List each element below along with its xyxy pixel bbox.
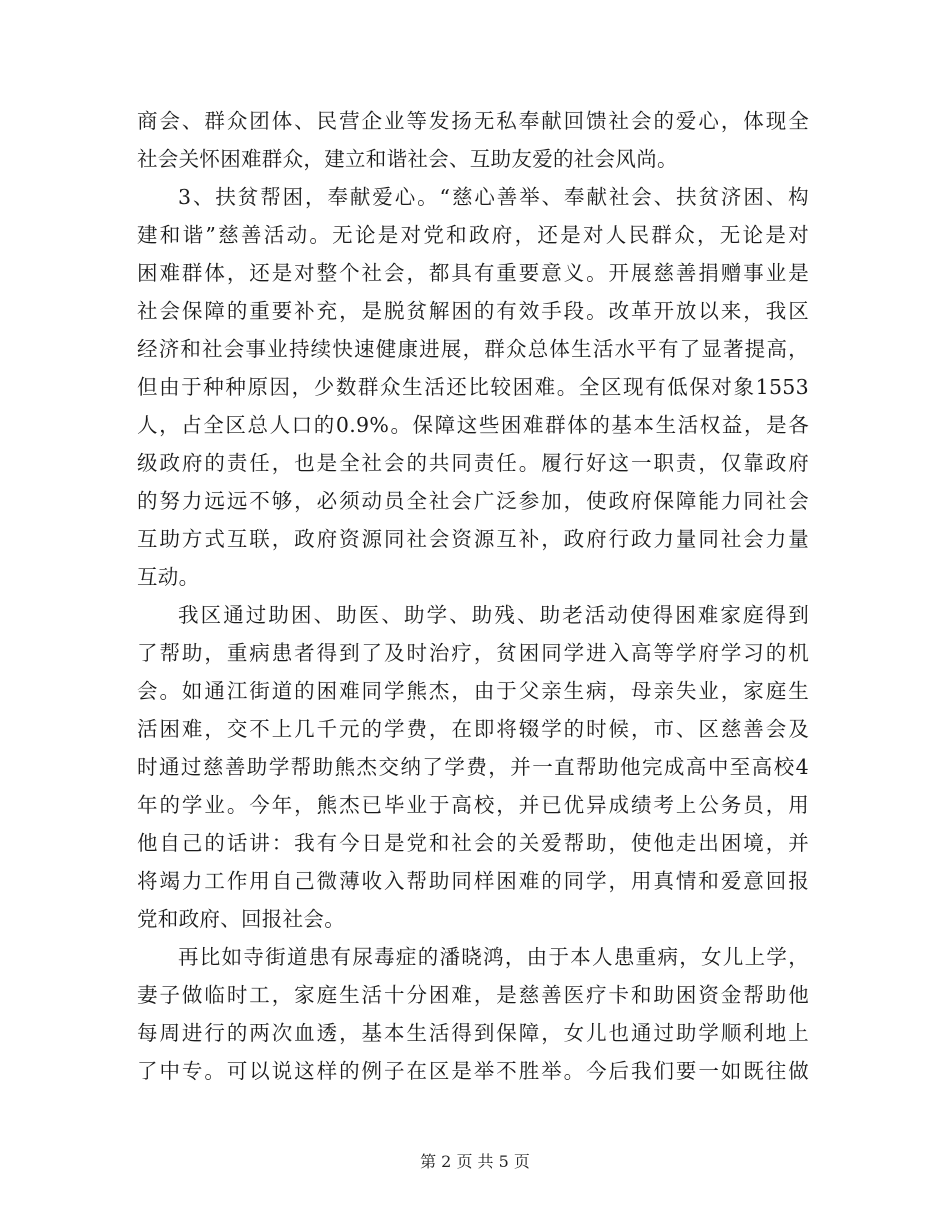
text-line: 会。如通江街道的困难同学熊杰，由于父亲生病，母亲失业，家庭生 bbox=[137, 679, 809, 703]
text-line: 人，占全区总人口的0.9%。保障这些困难群体的基本生活权益，是各 bbox=[137, 413, 809, 437]
text-line: 妻子做临时工，家庭生活十分困难，是慈善医疗卡和助困资金帮助他 bbox=[137, 983, 809, 1007]
text-line: 商会、群众团体、民营企业等发扬无私奉献回馈社会的爱心，体现全 bbox=[137, 109, 809, 133]
text-line: 再比如寺街道患有尿毒症的潘晓鸿，由于本人患重病，女儿上学， bbox=[178, 945, 809, 969]
text-line: 3、扶贫帮困，奉献爱心。“慈心善举、奉献社会、扶贫济困、构 bbox=[178, 185, 809, 209]
text-line: 经济和社会事业持续快速健康进展，群众总体生活水平有了显著提高， bbox=[137, 337, 809, 361]
text-line: 党和政府、回报社会。 bbox=[137, 907, 345, 931]
text-line: 互动。 bbox=[137, 565, 200, 589]
text-line: 年的学业。今年，熊杰已毕业于高校，并已优异成绩考上公务员，用 bbox=[137, 793, 809, 817]
text-line: 困难群体，还是对整个社会，都具有重要意义。开展慈善捐赠事业是 bbox=[137, 261, 809, 285]
text-line: 了帮助，重病患者得到了及时治疗，贫困同学进入高等学府学习的机 bbox=[137, 641, 809, 665]
text-line: 我区通过助困、助医、助学、助残、助老活动使得困难家庭得到 bbox=[178, 603, 809, 627]
text-line: 他自己的话讲：我有今日是党和社会的关爱帮助，使他走出困境，并 bbox=[137, 831, 809, 855]
text-line: 了中专。可以说这样的例子在区是举不胜举。今后我们要一如既往做 bbox=[137, 1059, 809, 1083]
text-line: 活困难，交不上几千元的学费，在即将辍学的时候，市、区慈善会及 bbox=[137, 717, 809, 741]
text-line: 每周进行的两次血透，基本生活得到保障，女儿也通过助学顺利地上 bbox=[137, 1021, 809, 1045]
text-line: 级政府的责任，也是全社会的共同责任。履行好这一职责，仅靠政府 bbox=[137, 451, 809, 475]
body-text bbox=[137, 102, 809, 1090]
text-line: 时通过慈善助学帮助熊杰交纳了学费，并一直帮助他完成高中至高校4 bbox=[137, 755, 809, 779]
text-line: 将竭力工作用自己微薄收入帮助同样困难的同学，用真情和爱意回报 bbox=[137, 869, 809, 893]
text-line: 社会保障的重要补充，是脱贫解困的有效手段。改革开放以来，我区 bbox=[137, 299, 809, 323]
text-line: 建和谐”慈善活动。无论是对党和政府，还是对人民群众，无论是对 bbox=[137, 223, 809, 247]
text-line: 但由于种种原因，少数群众生活还比较困难。全区现有低保对象1553 bbox=[137, 375, 809, 399]
text-line: 的努力远远不够，必须动员全社会广泛参加，使政府保障能力同社会 bbox=[137, 489, 809, 513]
page-number-footer: 第 2 页 共 5 页 bbox=[420, 1152, 530, 1171]
text-line: 社会关怀困难群众，建立和谐社会、互助友爱的社会风尚。 bbox=[137, 147, 678, 171]
text-line: 互助方式互联，政府资源同社会资源互补，政府行政力量同社会力量 bbox=[137, 527, 809, 551]
